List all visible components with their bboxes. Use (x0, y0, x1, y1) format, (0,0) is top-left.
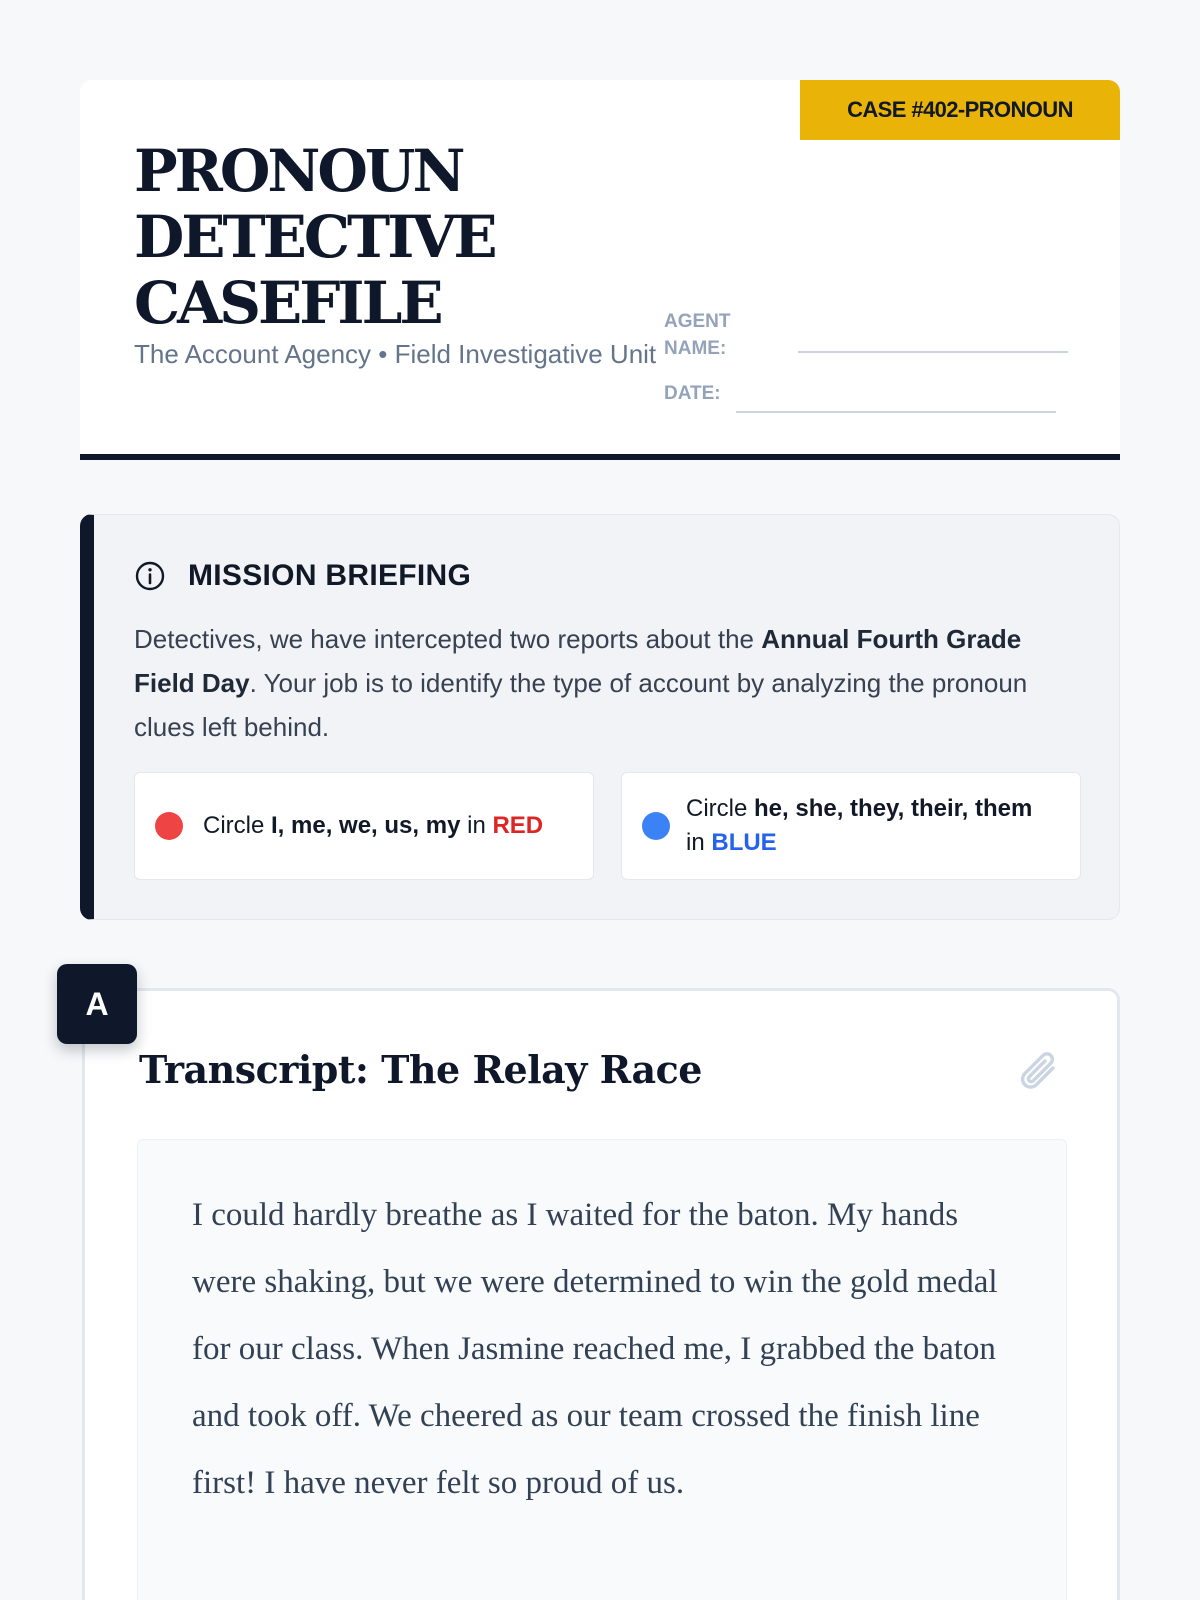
blue-color-word: BLUE (711, 829, 777, 856)
page-subtitle: The Account Agency • Field Investigative Unit (134, 339, 657, 369)
agent-name-label: AGENT NAME: (664, 311, 731, 359)
briefing-text-part-1: Detectives, we have intercepted two reports about the (134, 624, 762, 654)
rule-connector: in (460, 812, 493, 839)
briefing-text (134, 617, 1084, 749)
blue-dot-icon (642, 812, 670, 840)
title-line-1: PRONOUN (134, 137, 463, 205)
date-field[interactable] (736, 411, 1056, 413)
transcript-title: Transcript: The Relay Race (139, 1047, 702, 1092)
rule-prefix: Circle (203, 812, 272, 839)
red-rule-text (203, 809, 543, 843)
third-person-pronouns: he, she, they, their, them (754, 795, 1033, 822)
info-icon (134, 560, 166, 592)
evidence-letter-badge: A (57, 964, 137, 1044)
mission-briefing-panel (80, 514, 1120, 920)
title-line-3: CASEFILE (134, 269, 441, 337)
briefing-text-part-2: . Your job is to identify the type of account by analyzing the pronoun clues left behind. (134, 668, 1028, 742)
first-person-pronouns: I, me, we, us, my (271, 812, 461, 839)
rule-prefix: Circle (686, 795, 755, 822)
agent-name-field[interactable] (798, 351, 1068, 353)
blue-rule-text (686, 792, 1032, 860)
red-dot-icon (155, 812, 183, 840)
blue-pronoun-rule (621, 772, 1081, 880)
briefing-heading (134, 559, 471, 593)
page-title (134, 138, 694, 336)
briefing-text-bold: Annual Fourth Grade Field Day (134, 624, 1022, 698)
title-line-2: DETECTIVE (134, 203, 495, 271)
transcript-card-a (82, 988, 1120, 1600)
briefing-title: MISSION BRIEFING (188, 559, 472, 592)
red-color-word: RED (492, 812, 544, 839)
date-label: DATE: (664, 383, 721, 404)
casefile-header (80, 80, 1120, 460)
transcript-text[interactable]: I could hardly breathe as I waited for the baton. My hands were shaking, but we were determined to win the gold medal for our class. When Jasmine reached me, I grabbed the baton and took off. We cheered as our team crossed the finish line first! I have never felt so proud of us. (192, 1197, 998, 1501)
red-pronoun-rule (134, 772, 594, 880)
transcript-body (137, 1139, 1067, 1600)
case-number-badge: CASE #402-PRONOUN (800, 80, 1120, 140)
rule-connector: in (686, 829, 712, 856)
paperclip-icon (1013, 1046, 1065, 1098)
